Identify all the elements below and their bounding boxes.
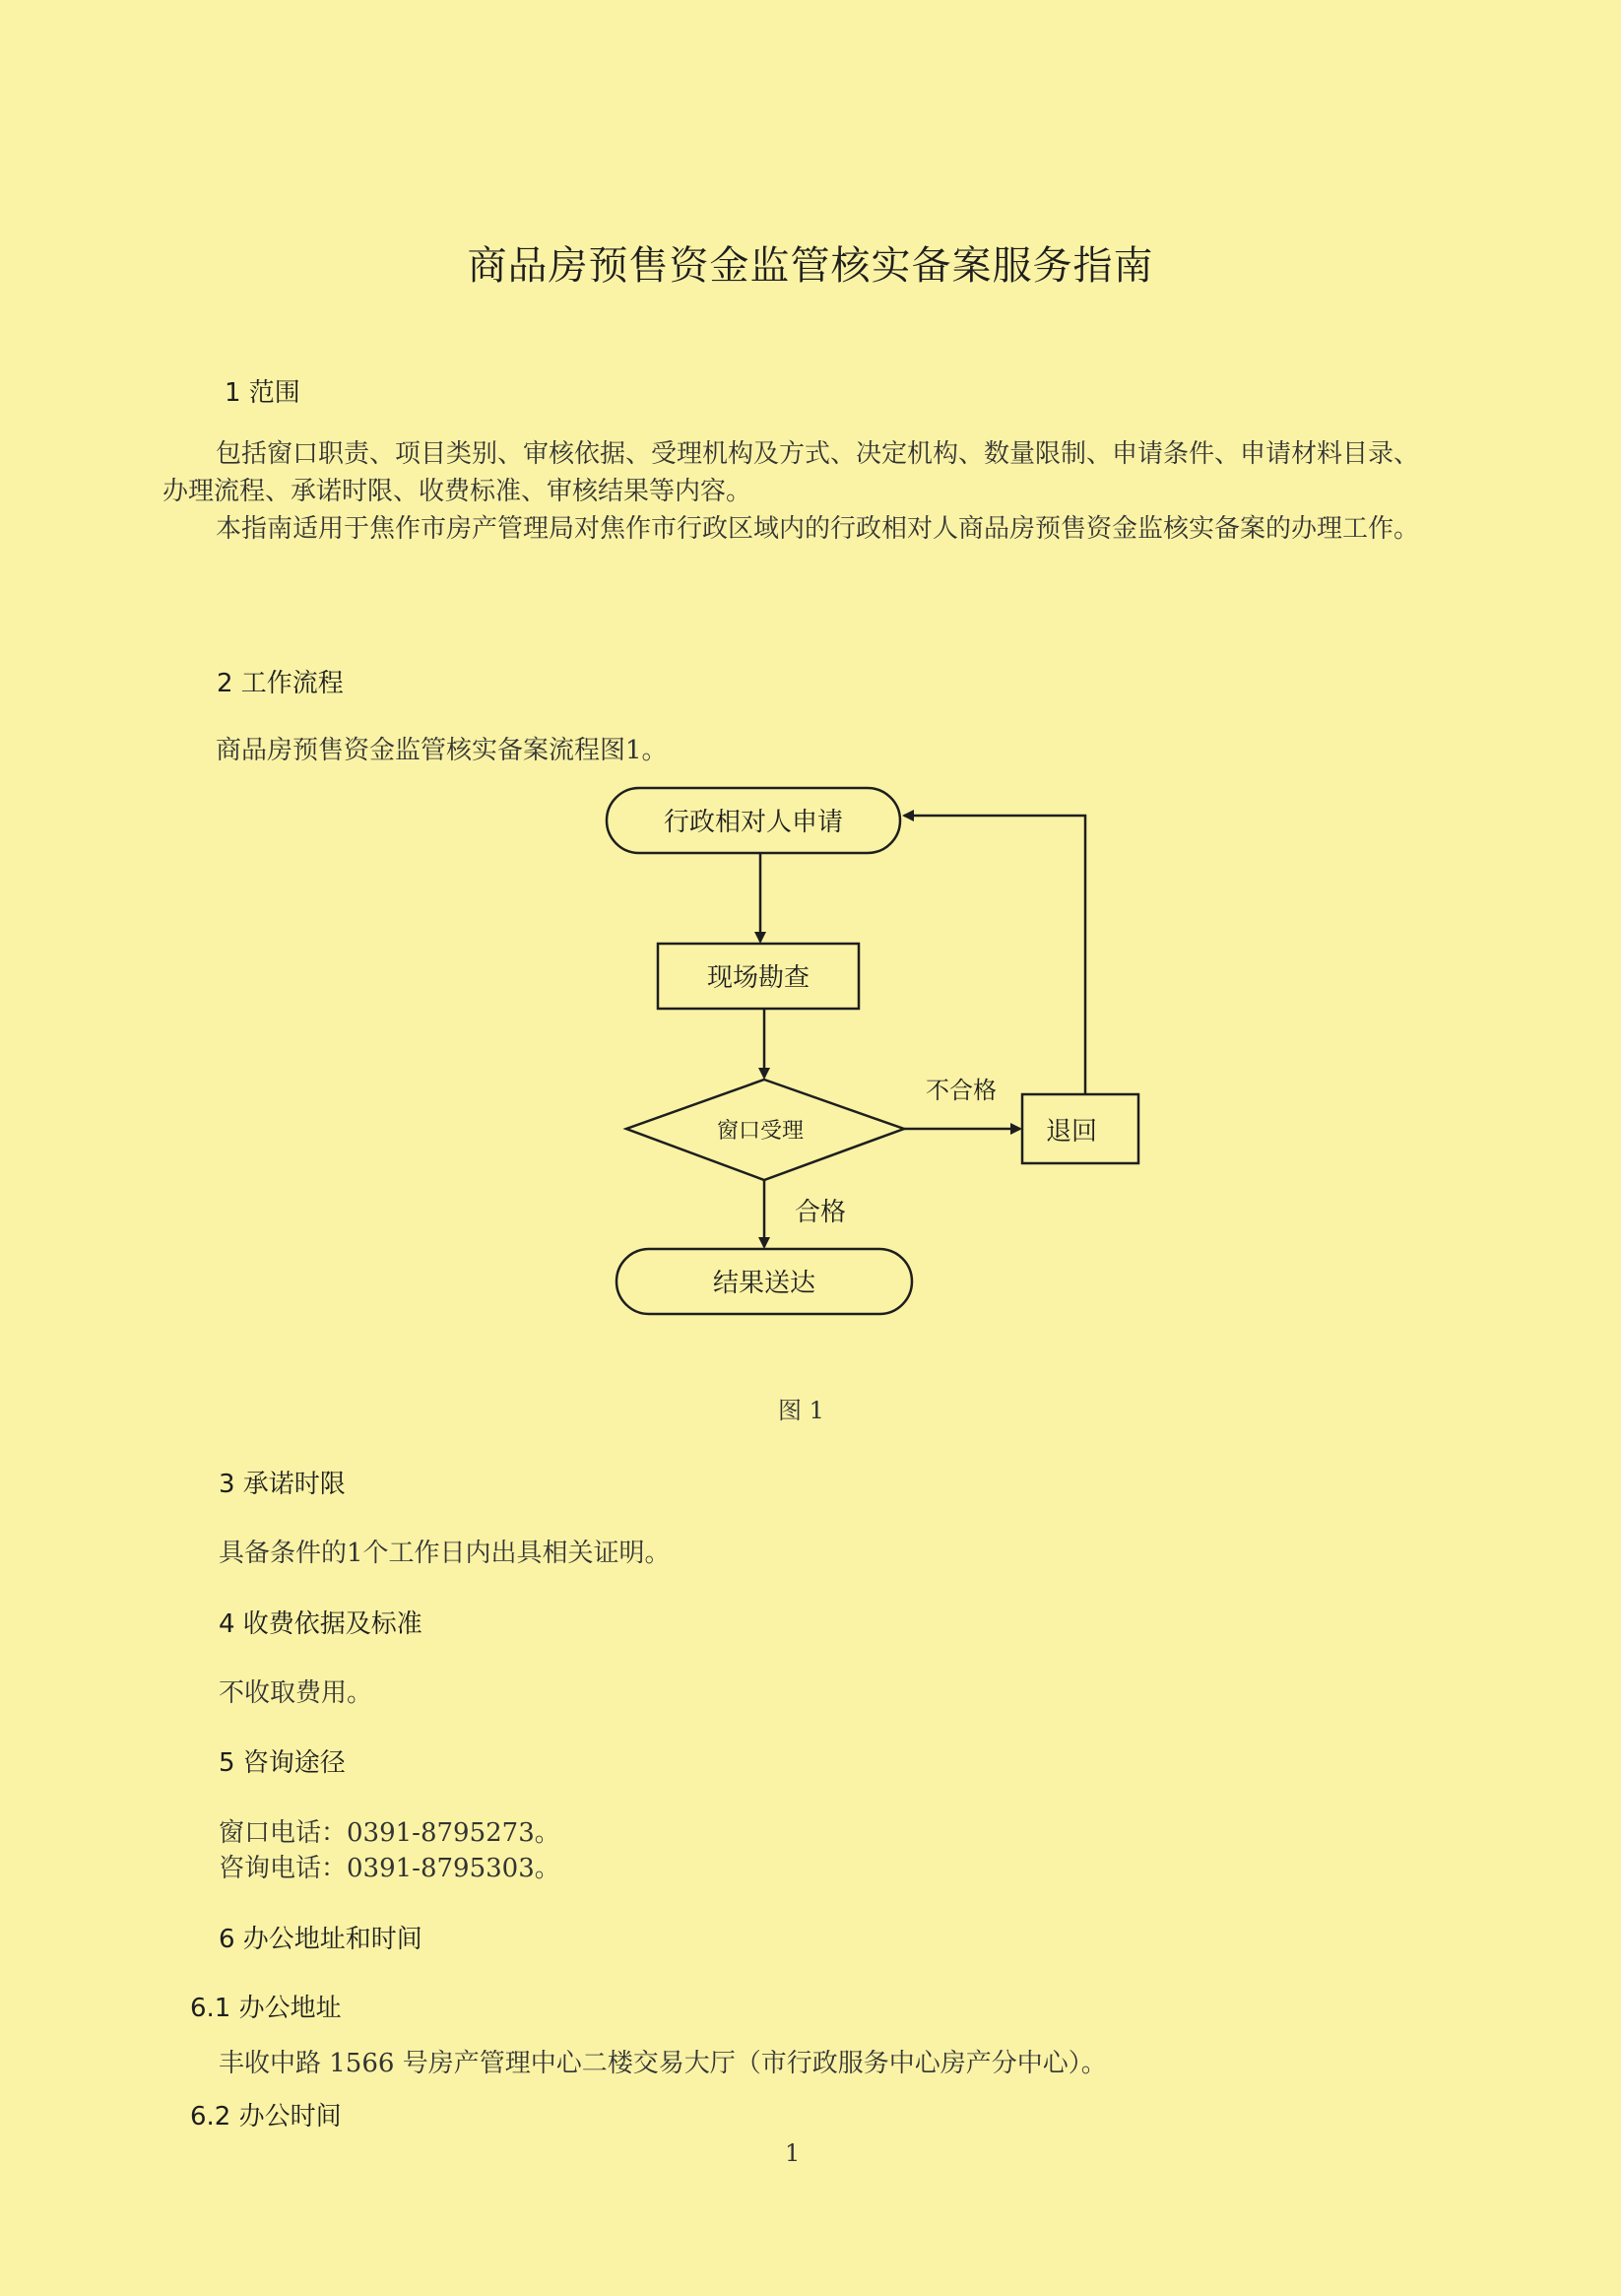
flowchart (591, 768, 1182, 1330)
result-node-label: 结果送达 (712, 1269, 816, 1298)
section-5-heading: 5 咨询途径 (219, 1748, 346, 1778)
start-node-label: 行政相对人申请 (663, 808, 844, 837)
window-phone: 窗口电话：0391-8795273。 (219, 1818, 560, 1848)
section-3-text: 具备条件的1个工作日内出具相关证明。 (219, 1539, 671, 1568)
section-6-2-heading: 6.2 办公时间 (190, 2102, 342, 2132)
figure-caption: 图 1 (778, 1397, 824, 1424)
reject-label: 不合格 (926, 1077, 997, 1104)
decision-node-label: 窗口受理 (716, 1119, 805, 1144)
page-number: 1 (785, 2139, 801, 2167)
section-1-heading: 1 范围 (225, 378, 300, 408)
survey-node-label: 现场勘查 (706, 963, 810, 993)
page-title: 商品房预售资金监管核实备案服务指南 (467, 243, 1154, 289)
section-1-paragraph-1: 包括窗口职责、项目类别、审核依据、受理机构及方式、决定机构、数量限制、申请条件、申请材料目录、办理流程、承诺时限、收费标准、审核结果等内容。 (162, 439, 1420, 506)
office-address: 丰收中路 1566 号房产管理中心二楼交易大厅（市行政服务中心房产分中心）。 (219, 2049, 1107, 2078)
section-2-intro: 商品房预售资金监管核实备案流程图1。 (216, 736, 668, 765)
section-6-heading: 6 办公地址和时间 (219, 1925, 422, 1954)
section-2-heading: 2 工作流程 (217, 669, 344, 698)
section-4-heading: 4 收费依据及标准 (219, 1609, 422, 1639)
consult-phone: 咨询电话：0391-8795303。 (219, 1854, 560, 1883)
section-1-paragraph-2: 本指南适用于焦作市房产管理局对焦作市行政区域内的行政相对人商品房预售资金监核实备案的办理工作。 (216, 514, 1420, 544)
arrow-return-to-start (904, 816, 1085, 1094)
section-3-heading: 3 承诺时限 (219, 1470, 346, 1499)
pass-label: 合格 (794, 1198, 847, 1227)
section-4-text: 不收取费用。 (219, 1678, 373, 1708)
section-6-1-heading: 6.1 办公地址 (190, 1994, 342, 2023)
return-node-label: 退回 (1045, 1117, 1098, 1147)
